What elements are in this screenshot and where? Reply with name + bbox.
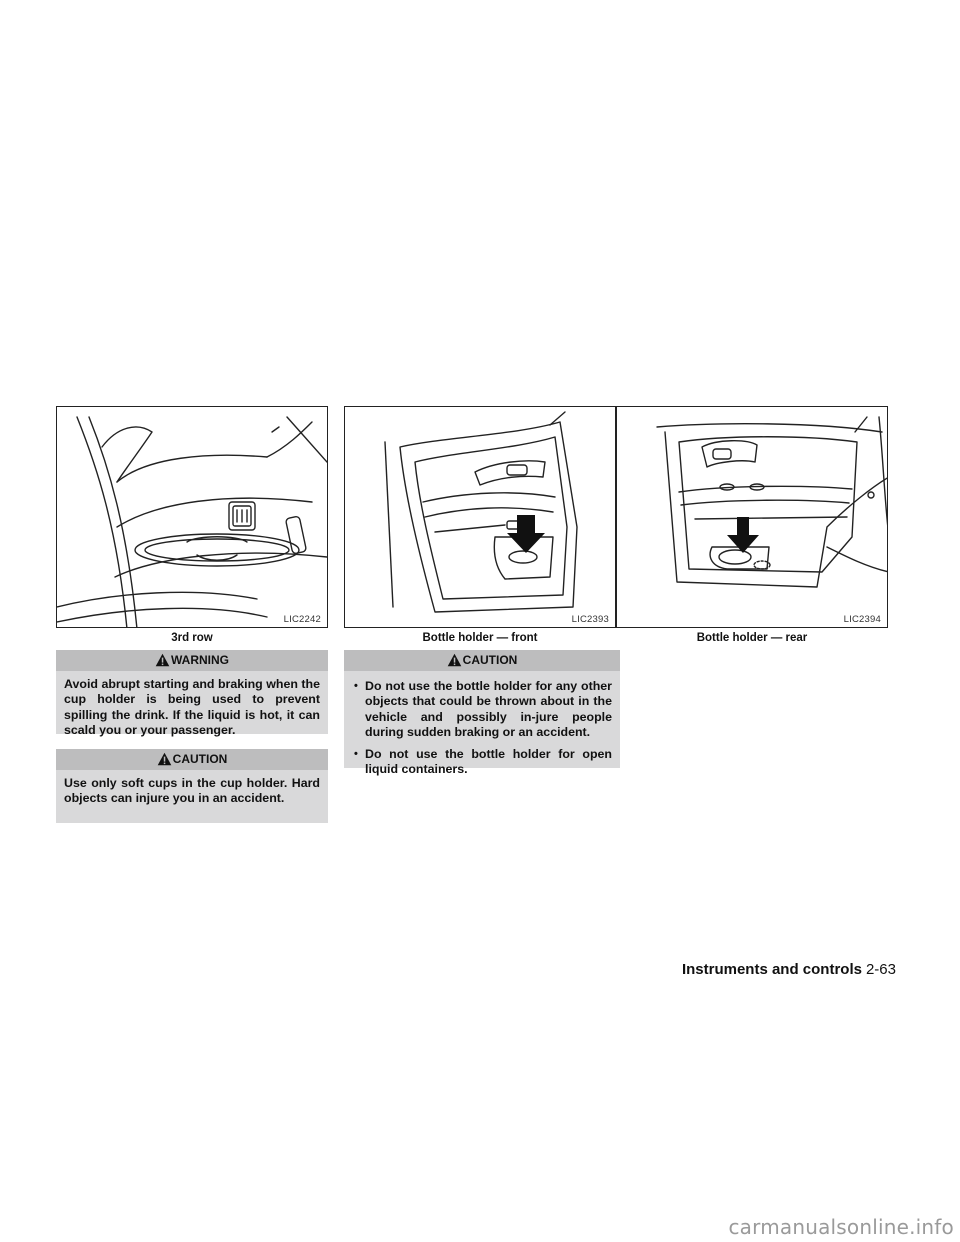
figure-code: LIC2393: [571, 614, 609, 625]
caution-box-bottle-holder: [344, 650, 620, 777]
figure-caption-bottle-rear: Bottle holder — rear: [696, 632, 808, 644]
figure-caption-3rd-row: 3rd row: [171, 632, 213, 644]
arrow-down-icon: [617, 407, 888, 628]
page-footer: [682, 961, 896, 978]
caution-list: [352, 679, 612, 777]
caution-triangle-icon: [157, 752, 172, 766]
caution-title: CAUTION: [172, 752, 228, 766]
page-number: 2-63: [865, 961, 896, 978]
cup-holder-illustration: [57, 407, 328, 628]
figure-3rd-row: [56, 406, 328, 628]
figure-code: LIC2242: [283, 614, 321, 625]
section-title: Instruments and controls: [681, 961, 862, 978]
figure-bottle-holder-rear: [616, 406, 888, 628]
arrow-down-icon: [345, 407, 616, 628]
warning-title: WARNING: [171, 653, 229, 667]
caution-box-cup-holder: [56, 749, 328, 823]
figure-code: LIC2394: [843, 614, 881, 625]
list-item: • Do not use the bottle holder for any other objects that could be thrown about in the vehicle and possibly in-jure people during sudden braking or an accident.: [352, 679, 612, 741]
warning-text: Avoid abrupt starting and braking when the cup holder is being used to prevent spilling the drink. If the liquid is hot, it can scald you or your passenger.: [64, 677, 320, 738]
figure-caption-bottle-front: Bottle holder — front: [422, 632, 538, 644]
caution-text: Use only soft cups in the cup holder. Hard objects can injure you in an accident.: [64, 776, 320, 806]
warning-triangle-icon: [155, 653, 170, 667]
list-item: • Do not use the bottle holder for open liquid containers.: [352, 747, 612, 778]
caution-title: CAUTION: [462, 653, 518, 667]
figure-bottle-holder-front: [344, 406, 616, 628]
watermark: carmanualsonline.info: [728, 1215, 954, 1239]
caution-triangle-icon: [447, 653, 462, 667]
warning-box: [56, 650, 328, 738]
